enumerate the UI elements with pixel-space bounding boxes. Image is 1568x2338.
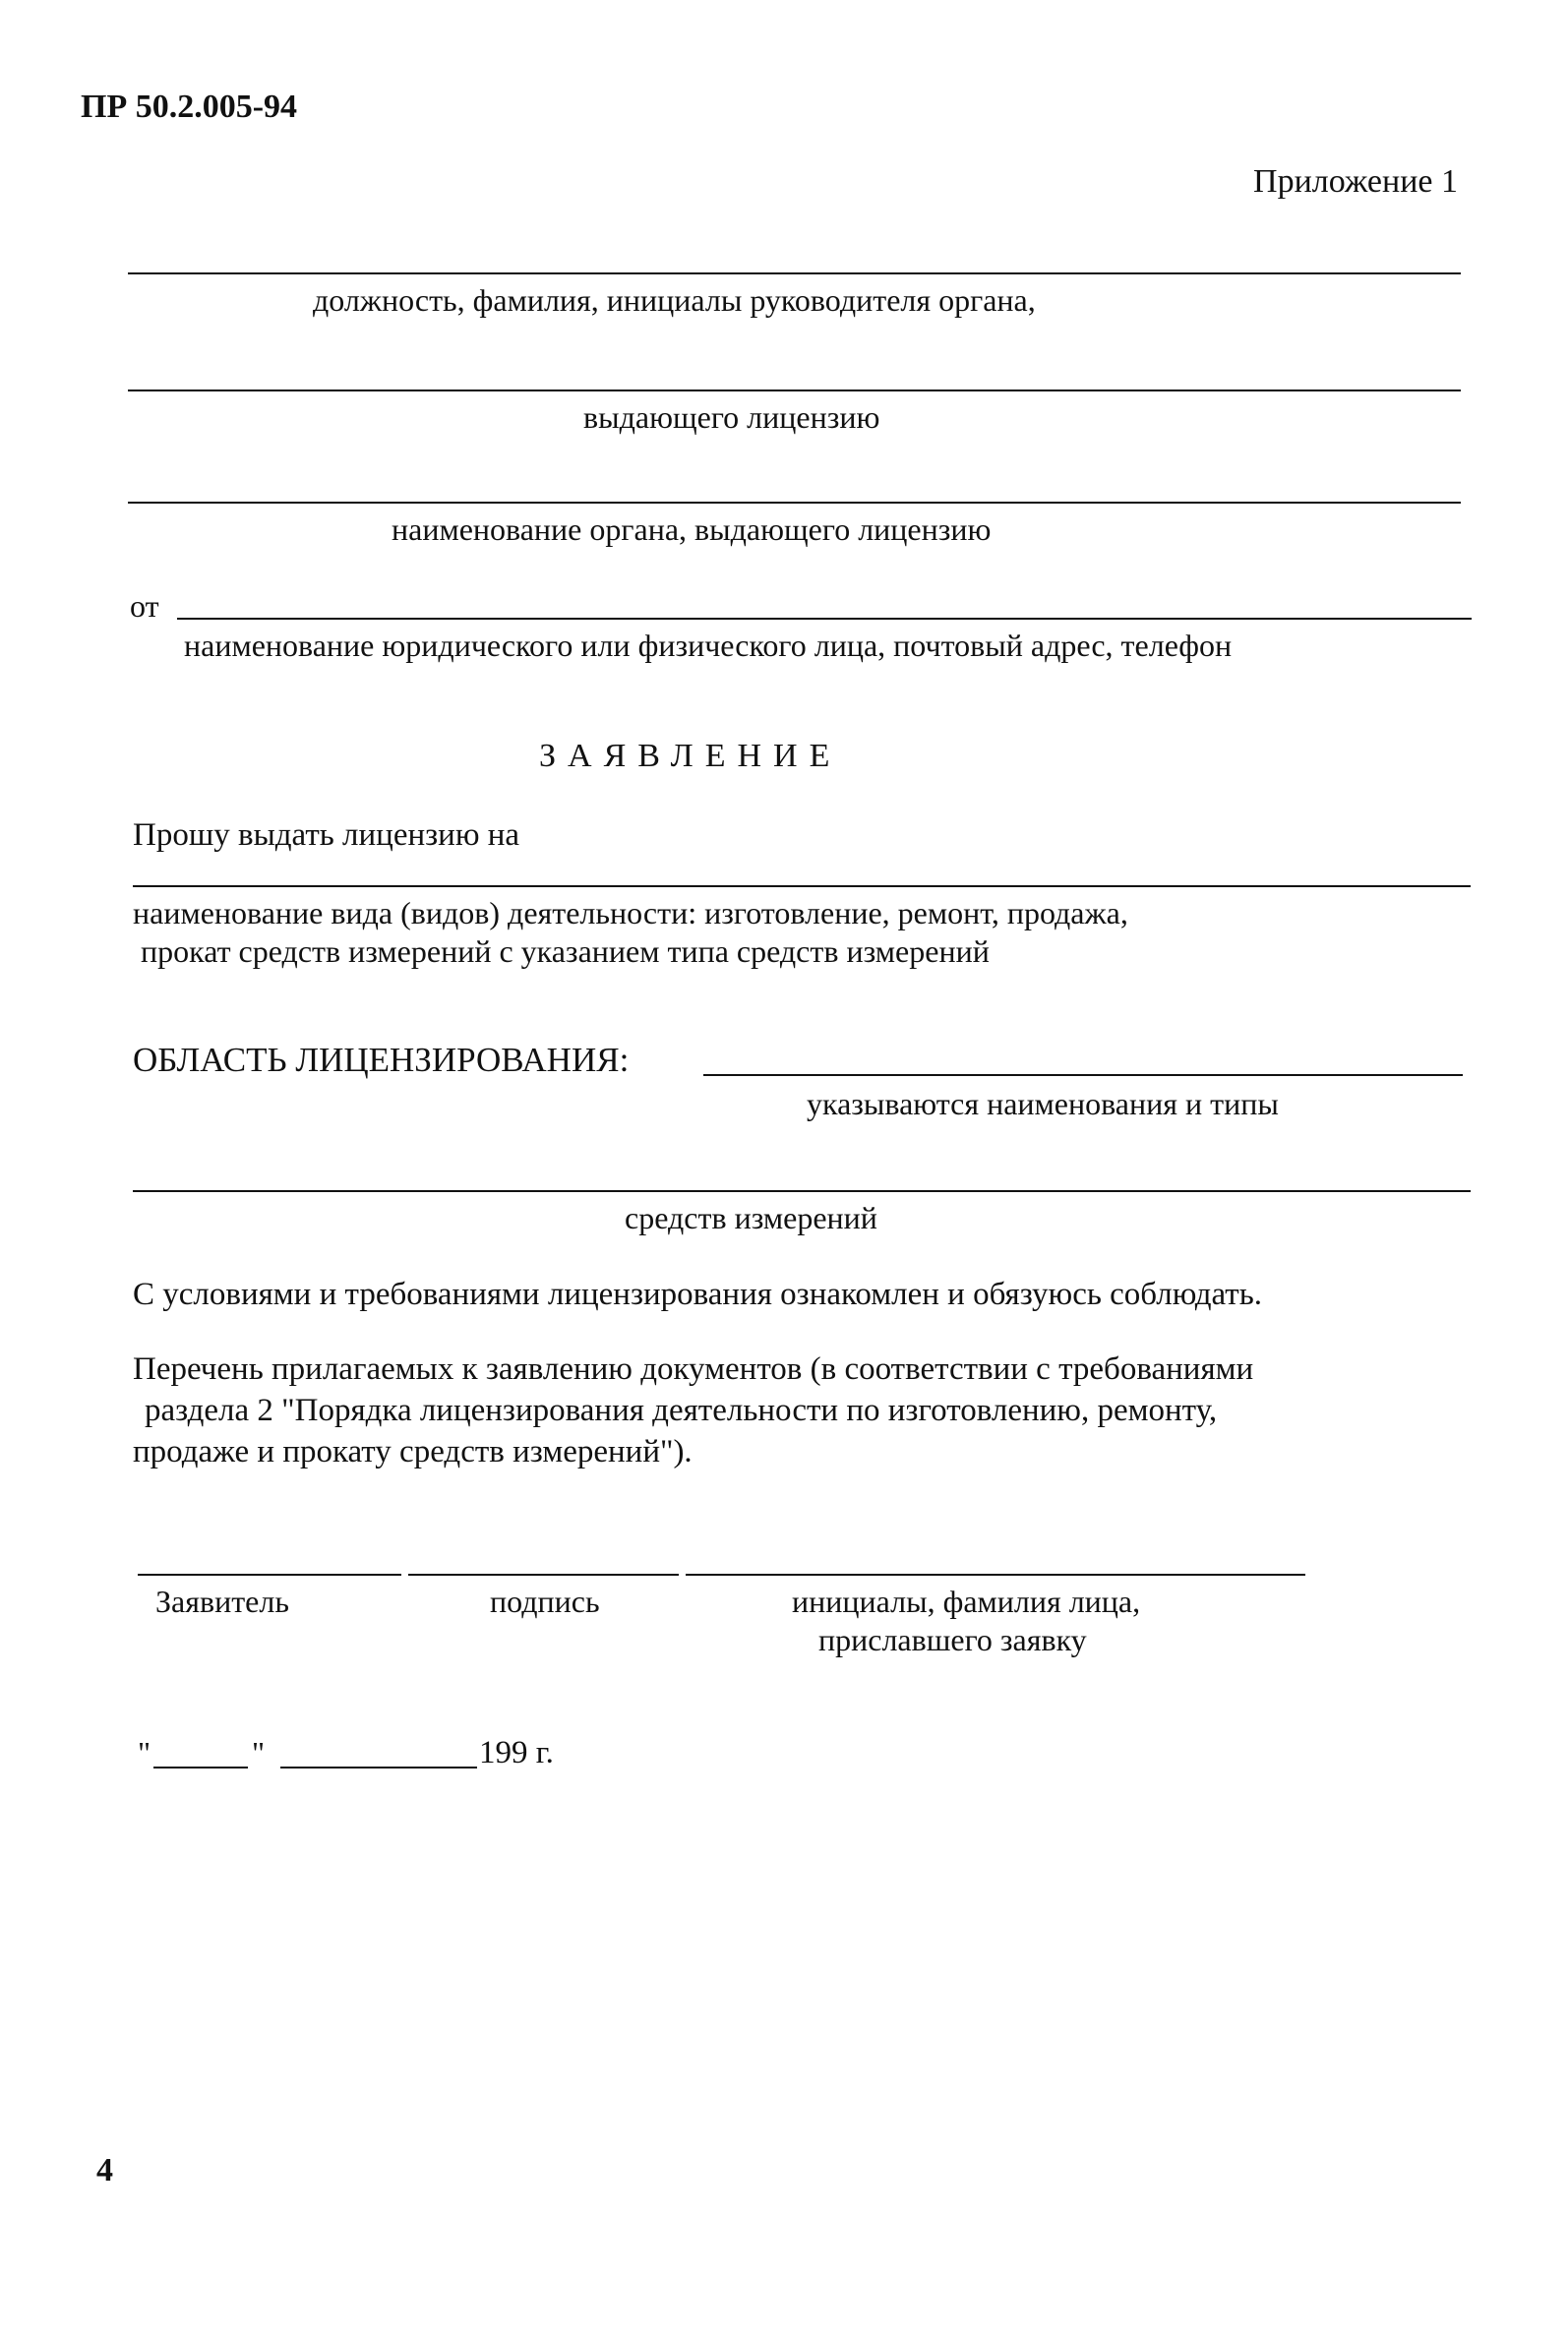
appendix-label: Приложение 1 <box>1253 163 1458 200</box>
form-title: ЗАЯВЛЕНИЕ <box>539 738 842 774</box>
date-day-field[interactable] <box>153 1767 248 1768</box>
official-position-field[interactable] <box>128 272 1461 274</box>
activity-field[interactable] <box>133 885 1471 887</box>
issuing-body-field[interactable] <box>128 502 1461 504</box>
applicant-label: Заявитель <box>155 1584 289 1619</box>
agreement-statement: С условиями и требованиями лицензирования ознакомлен и обязуюсь соблюдать. <box>133 1277 1263 1312</box>
documents-list-line-3: продаже и прокату средств измерений"). <box>133 1434 693 1469</box>
applicant-name-caption-1: инициалы, фамилия лица, <box>792 1584 1141 1619</box>
documents-list-line-1: Перечень прилагаемых к заявлению документов (в соответствии с требованиями <box>133 1351 1254 1387</box>
date-month-field[interactable] <box>280 1767 477 1768</box>
request-text: Прошу выдать лицензию на <box>133 817 520 853</box>
from-label: от <box>130 588 159 624</box>
licensing-scope-field-2[interactable] <box>133 1190 1471 1192</box>
activity-caption-line-2: прокат средств измерений с указанием типа средств измерений <box>141 933 990 969</box>
signature-field[interactable] <box>408 1574 679 1576</box>
applicant-field[interactable] <box>177 618 1472 620</box>
activity-caption-line-1: наименование вида (видов) деятельности: изготовление, ремонт, продажа, <box>133 895 1128 930</box>
issuing-body-caption: наименование органа, выдающего лицензию <box>392 511 992 547</box>
page-number: 4 <box>96 2152 113 2188</box>
documents-list-line-2: раздела 2 "Порядка лицензирования деятельности по изготовлению, ремонту, <box>145 1393 1218 1428</box>
applicant-caption: наименование юридического или физического лица, почтовый адрес, телефон <box>184 628 1233 663</box>
licensing-scope-caption-2: средств измерений <box>625 1200 877 1235</box>
licensing-scope-caption-1: указываются наименования и типы <box>807 1086 1279 1121</box>
date-close-quote: " <box>252 1735 266 1770</box>
document-number: ПР 50.2.005-94 <box>81 89 298 125</box>
licensing-scope-field[interactable] <box>703 1074 1463 1076</box>
date-year-text: 199 г. <box>479 1735 554 1770</box>
date-open-quote: " <box>138 1735 151 1770</box>
applicant-signature-field[interactable] <box>138 1574 401 1576</box>
issuing-official-field[interactable] <box>128 390 1461 391</box>
licensing-scope-label: ОБЛАСТЬ ЛИЦЕНЗИРОВАНИЯ: <box>133 1041 630 1079</box>
official-position-caption: должность, фамилия, инициалы руководителя органа, <box>313 282 1036 318</box>
issuing-official-caption: выдающего лицензию <box>583 399 880 435</box>
applicant-name-caption-2: приславшего заявку <box>818 1622 1087 1657</box>
applicant-name-field[interactable] <box>686 1574 1305 1576</box>
signature-label: подпись <box>490 1584 600 1619</box>
